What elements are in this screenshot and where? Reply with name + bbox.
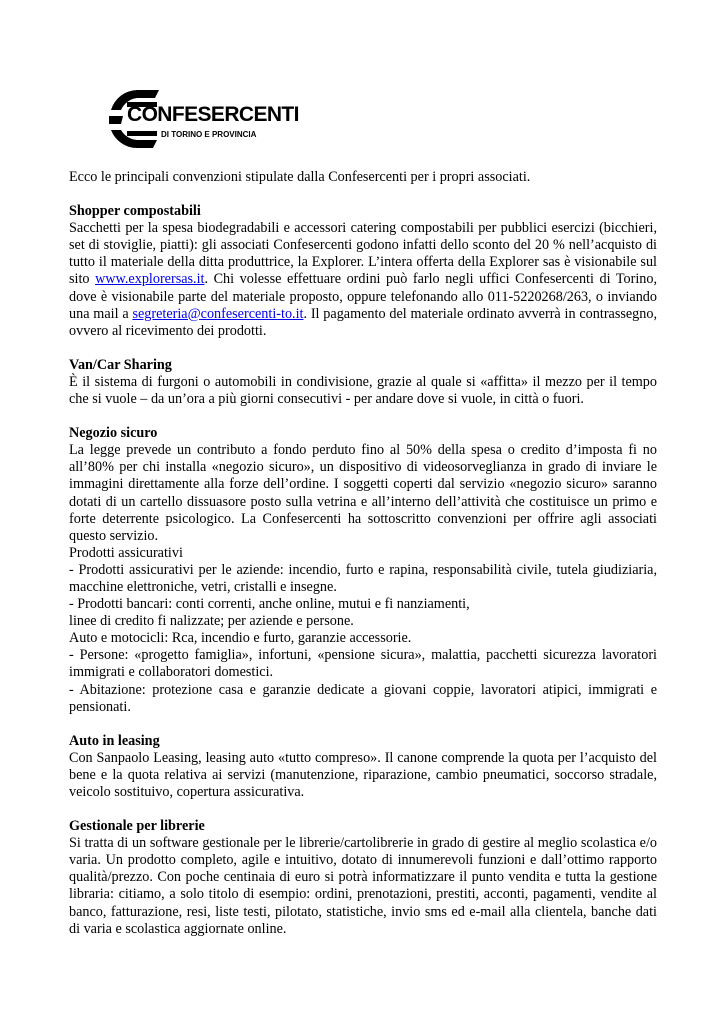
section-negozio-sicuro [69,425,657,716]
confesercenti-logo [107,88,657,152]
list-line: - Persone: «progetto famiglia», infortuni, «pensione sicura», malattia, pacchetti sicurezza lavoratori immigrati e collaboratori domestici. [69,647,657,681]
list-line: - Prodotti bancari: conti correnti, anche online, mutui e fi nanziamenti, [69,596,470,613]
heading-van-sharing: Van/Car Sharing [69,356,172,373]
list-line: - Abitazione: protezione casa e garanzie dedicate a giovani coppie, lavoratori atipici, immigrati e pensionati. [69,681,657,715]
heading-auto-leasing: Auto in leasing [69,732,160,749]
section-auto-leasing [69,733,657,801]
paragraph-van-sharing: È il sistema di furgoni o automobili in condivisione, grazie al quale si «affitta» il mezzo per il tempo che si vuole – da un’ora a più giorni consecutivi - per andare dove si vuole, in città o fuori. [69,373,657,408]
paragraph-shopper [69,220,657,340]
explorer-website-link[interactable]: www.explorersas.it [95,271,205,288]
list-line: Prodotti assicurativi [69,544,183,561]
shopper-text-3: . Il pagamento del materiale ordinato avverrà in contrassegno, ovvero al ricevimento dei prodotti. [69,305,658,339]
section-van-sharing [69,357,657,408]
section-gestionale-librerie [69,818,657,938]
list-line: - Prodotti assicurativi per le aziende: incendio, furto e rapina, responsabilità civile, tutela giudiziaria, macchine elettroniche, vetri, cristalli e insegne. [69,561,657,595]
shopper-text-2: . Chi volesse effettuare ordini può farlo negli uffici Confesercenti di Torino, dove è visionabile parte del materiale proposto, oppure telefonando allo 011-5220268/263, o inviando una mail a [69,271,658,322]
shopper-text-1: Sacchetti per la spesa biodegradabili e accessori catering compostabili per pubblici esercizi (bicchieri, set di stoviglie, piatti): gli associati Confesercenti godono infatti dello sconto del 20 % nell’acquisto di tutto il materiale della ditta produttrice, la Explorer. L’intera offerta della Explorer sas è visionabile sul sito [69,220,657,288]
segreteria-email-link[interactable]: segreteria@confesercenti-to.it [132,305,304,322]
paragraph-gestionale-librerie: Si tratta di un software gestionale per le librerie/cartolibrerie in grado di gestire al meglio scolastica e/o varia. Un prodotto completo, agile e intuitivo, dotato di innumerevoli funzioni e dall’ottimo rapporto qualità/prezzo. Con poche centinaia di euro si potrà informatizzare il punto vendita e tutta la gestione libraria: citiamo, a solo titolo di esempio: ordini, prenotazioni, prestiti, acconti, pagamenti, vendite al banco, fatturazione, resi, liste testi, pilotato, statistiche, invio sms ed e-mail alla clientela, banche dati di varia e scolastica aggiornate online. [69,835,657,937]
list-line: linee di credito fi nalizzate; per aziende e persone. [69,613,354,630]
list-line: Auto e motocicli: Rca, incendio e furto, garanzie accessorie. [69,630,412,647]
intro-paragraph: Ecco le principali convenzioni stipulate dalla Confesercenti per i propri associati. [69,169,531,185]
heading-shopper: Shopper compostabili [69,203,201,220]
heading-negozio-sicuro: Negozio sicuro [69,425,158,442]
logo-subtitle: DI TORINO E PROVINCIA [161,130,257,139]
paragraph-auto-leasing: Con Sanpaolo Leasing, leasing auto «tutto compreso». Il canone comprende la quota per l’acquisto del bene e la quota relativa ai servizi (manutenzione, riparazione, cambio pneumatici, soccorso stradale, veicolo sostituivo, copertura assicurativa. [69,749,657,800]
logo-name: CONFESERCENTI [127,103,299,126]
section-shopper [69,203,657,340]
heading-gestionale-librerie: Gestionale per librerie [69,818,205,835]
document-page [69,88,657,955]
paragraph-negozio-sicuro: La legge prevede un contributo a fondo perduto fino al 50% della spesa o credito d’imposta fi no all’80% per chi installa «negozio sicuro», un dispositivo di videosorveglianza in grado di inviare le immagini direttamente alla forze dell’ordine. I soggetti coperti dal servizio «negozio sicuro» saranno dotati di un cartello dissuasore posto sulla vetrina e all’interno dell’attività che costituisce un primo e forte deterrente psicologico. La Confesercenti ha sottoscritto convenzioni per offrire agli associati questo servizio. [69,442,657,544]
